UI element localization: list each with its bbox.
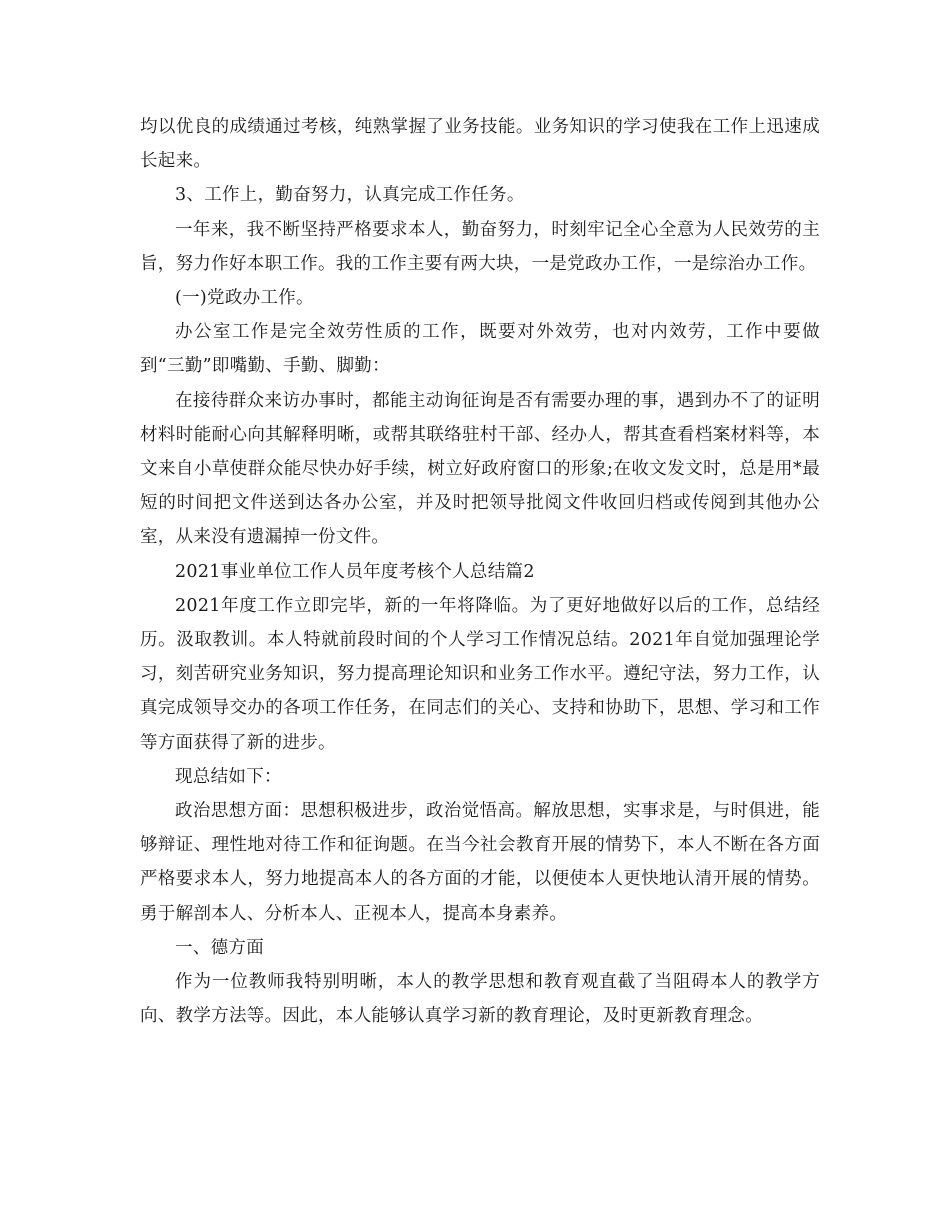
paragraph-summary-intro: 现总结如下： <box>175 766 282 787</box>
paragraph-heading-work: 3、工作上，勤奋努力，认真完成工作任务。 <box>175 185 525 206</box>
paragraph-heading-party-office: (一)党政办工作。 <box>175 288 314 309</box>
paragraph-teacher: 作为一位教师我特别明晰，本人的教学思想和教育观直截了当阻碍本人的教学方向、教学方法等。因此，本人能够认真学习新的教育理论，及时更新教育理念。 <box>140 972 820 1027</box>
paragraph-office-work: 办公室工作是完全效劳性质的工作，既要对外效劳，也对内效劳，工作中要做到“三勤”即嘴勤、手勤、脚勤： <box>140 322 820 377</box>
paragraph-reception: 在接待群众来访办事时，都能主动询征询是否有需要办理的事，遇到办不了的证明材料时能耐心向其解释明晰，或帮其联络驻村干部、经办人，帮其查看档案材料等，本文来自小草使群众能尽快办好手续，树立好政府窗口的形象;在收文发文时，总是用*最短的时间把文件送到达各办公室，并及时把领导批阅文件收回归档或传阅到其他办公室，从来没有遗漏掉一份文件。 <box>140 390 820 548</box>
paragraph-heading-morality: 一、德方面 <box>175 937 264 958</box>
paragraph-section-title: 2021事业单位工作人员年度考核个人总结篇2 <box>175 561 535 582</box>
document-body <box>140 110 820 1033</box>
paragraph-work-summary: 一年来，我不断坚持严格要求本人，勤奋努力，时刻牢记全心全意为人民效劳的主旨，努力作好本职工作。我的工作主要有两大块，一是党政办工作，一是综治办工作。 <box>140 219 820 274</box>
paragraph-annual-summary: 2021年度工作立即完毕，新的一年将降临。为了更好地做好以后的工作，总结经历。汲取教训。本人特就前段时间的个人学习工作情况总结。2021年自觉加强理论学习，刻苦研究业务知识，努力提高理论知识和业务工作水平。遵纪守法，努力工作，认真完成领导交办的各项工作任务，在同志们的关心、支持和协助下，思想、学习和工作等方面获得了新的进步。 <box>140 595 820 753</box>
paragraph-political-thought: 政治思想方面：思想积极进步，政治觉悟高。解放思想，实事求是，与时俱进，能够辩证、理性地对待工作和征询题。在当今社会教育开展的情势下，本人不断在各方面严格要求本人，努力地提高本人的各方面的才能，以便使本人更快地认清开展的情势。勇于解剖本人、分析本人、正视本人，提高本身素养。 <box>140 801 820 924</box>
paragraph-continuation: 均以优良的成绩通过考核，纯熟掌握了业务技能。业务知识的学习使我在工作上迅速成长起来。 <box>140 117 820 172</box>
